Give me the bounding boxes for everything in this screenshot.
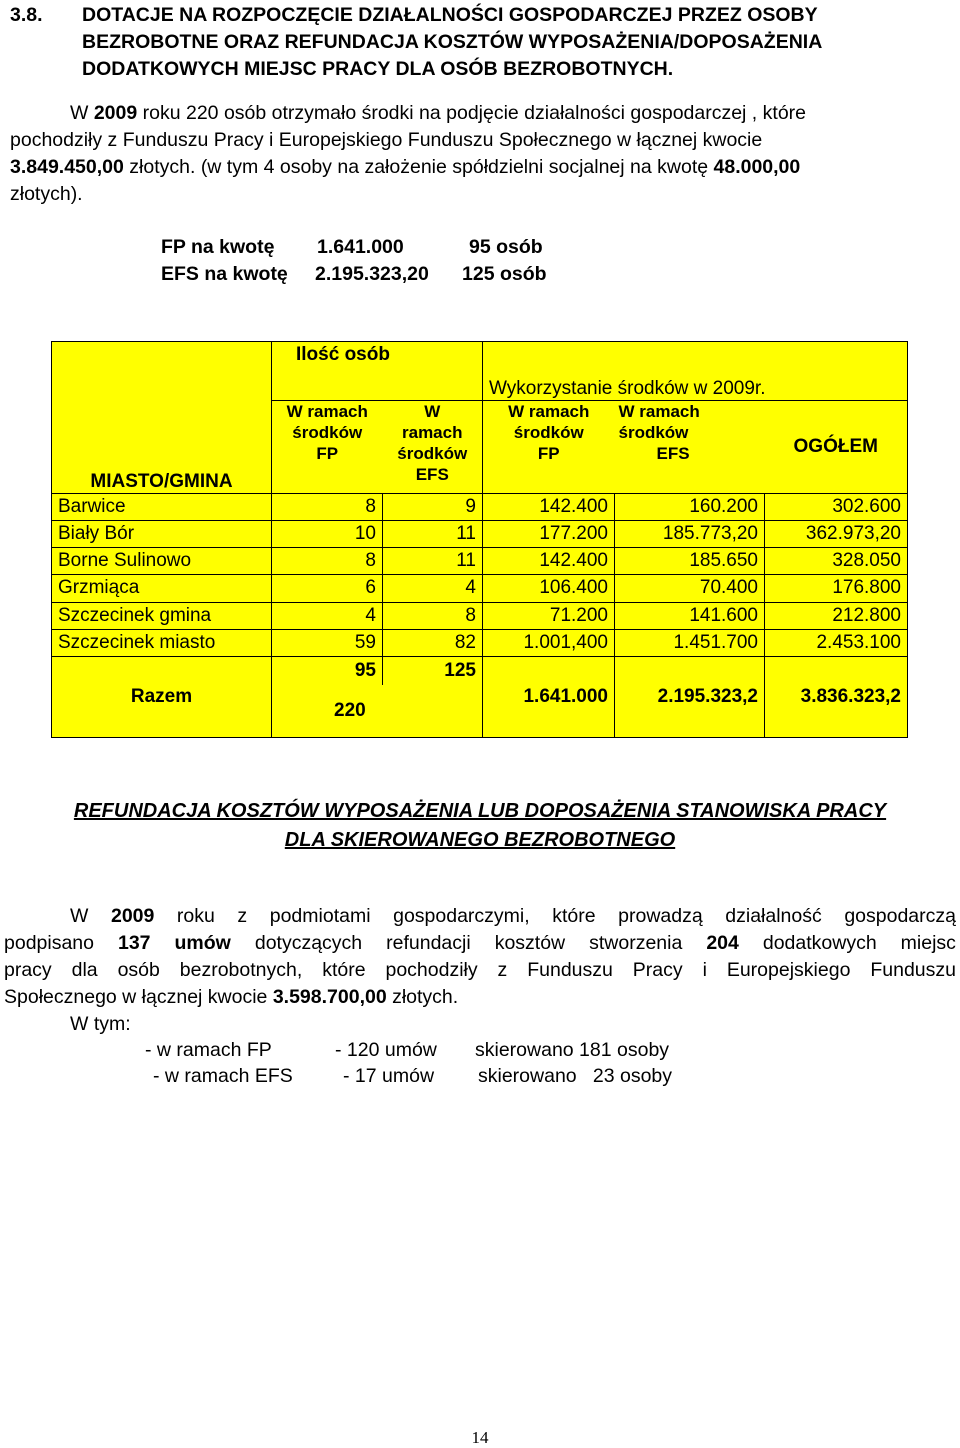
- efs-persons-cell: 4: [383, 575, 483, 602]
- header-text: W ramach: [286, 401, 368, 421]
- word: które: [552, 905, 596, 927]
- refund-amount: 3.598.700,00: [272, 986, 387, 1008]
- fp-persons-cell: 6: [272, 575, 383, 602]
- word: Pracy: [632, 959, 683, 981]
- word: podmiotami: [269, 905, 371, 927]
- fp-amount-cell: 142.400: [483, 493, 615, 520]
- header-text: środków: [513, 422, 584, 442]
- table-row: [52, 520, 908, 547]
- fp-amount-cell: 142.400: [483, 548, 615, 575]
- total-cell: 2.453.100: [765, 629, 908, 656]
- total-cell: 176.800: [765, 575, 908, 602]
- word: miejsc: [900, 932, 956, 954]
- fp-line-b: - 120 umów: [335, 1039, 437, 1061]
- table-row: [52, 575, 908, 602]
- efs-persons-cell: 11: [383, 520, 483, 547]
- word: z: [497, 959, 508, 981]
- fp-persons-cell: 59: [272, 629, 383, 656]
- word: z: [237, 905, 248, 927]
- city-cell: Biały Bór: [52, 520, 272, 547]
- word: gospodarczą: [844, 905, 956, 927]
- sum-efs-persons: 125: [383, 657, 483, 685]
- efs-line-a: - w ramach EFS: [153, 1065, 293, 1087]
- intro-paragraph: [10, 100, 960, 208]
- word: dotyczących: [254, 932, 363, 954]
- header-total: [765, 400, 908, 493]
- word: Funduszu: [527, 959, 613, 981]
- sum-row: [52, 657, 908, 685]
- efs-amount-cell: 185.773,20: [615, 520, 765, 547]
- header-funds: [483, 342, 908, 401]
- efs-persons-cell: 8: [383, 602, 483, 629]
- total-cell: 212.800: [765, 602, 908, 629]
- table-row: [52, 548, 908, 575]
- efs-persons-cell: 11: [383, 548, 483, 575]
- header-fp-funds: [483, 400, 615, 493]
- word: stworzenia: [589, 932, 683, 954]
- word: pracy: [4, 959, 52, 981]
- efs-total-persons: 125 osób: [462, 263, 547, 285]
- fp-line-c: skierowano 181 osoby: [475, 1039, 670, 1061]
- places-count: 204: [706, 932, 739, 954]
- word: kosztów: [494, 932, 566, 954]
- header-city: [52, 342, 272, 494]
- word: osób: [117, 959, 160, 981]
- header-fp-persons: [272, 400, 383, 493]
- year: 2009: [110, 905, 155, 927]
- efs-amount-cell: 185.650: [615, 548, 765, 575]
- word: umów: [174, 932, 231, 954]
- word: podpisano: [4, 932, 94, 954]
- sum-fp-amount: 1.641.000: [483, 657, 615, 738]
- word: W: [70, 905, 89, 927]
- total-cell: 328.050: [765, 548, 908, 575]
- fp-amount-cell: 71.200: [483, 602, 615, 629]
- fp-total-amount: 1.641.000: [317, 236, 404, 258]
- fp-amount-cell: 177.200: [483, 520, 615, 547]
- word: refundacji: [386, 932, 471, 954]
- header-text: środków: [292, 422, 363, 442]
- table-row: [52, 602, 908, 629]
- fp-persons-cell: 10: [272, 520, 383, 547]
- word: bezrobotnych,: [179, 959, 303, 981]
- word: które: [322, 959, 366, 981]
- word: dla: [71, 959, 98, 981]
- efs-total-label: EFS na kwotę: [161, 263, 288, 285]
- fp-line-a: - w ramach FP: [145, 1039, 272, 1061]
- fp-amount-cell: 1.001,400: [483, 629, 615, 656]
- word: prowadzą: [618, 905, 703, 927]
- efs-amount-cell: 70.400: [615, 575, 765, 602]
- refund-title: [0, 797, 960, 855]
- table-row: [52, 629, 908, 656]
- table-row: [52, 493, 908, 520]
- sum-label: Razem: [52, 657, 272, 738]
- text: (w tym 4 osoby na założenie spółdzielni socjalnej na kwotę: [200, 156, 714, 178]
- efs-amount-cell: 1.451.700: [615, 629, 765, 656]
- header-text: W ramach: [508, 401, 590, 421]
- text: Społecznego w łącznej kwocie: [4, 986, 273, 1008]
- funding-table: [51, 341, 908, 738]
- header-text: W ramach: [618, 401, 700, 421]
- page-number: 14: [471, 1428, 489, 1447]
- header-text: EFS: [656, 443, 690, 463]
- city-cell: Borne Sulinowo: [52, 548, 272, 575]
- text: złotych.: [123, 156, 201, 178]
- header-text: ramach: [402, 422, 463, 442]
- sum-fp-persons: 95: [272, 657, 383, 685]
- sum-efs-amount: 2.195.323,2: [615, 657, 765, 738]
- header-text: EFS: [415, 464, 449, 484]
- text: złotych.: [386, 986, 459, 1008]
- fp-persons-cell: 8: [272, 548, 383, 575]
- text: roku 220 osób otrzymało środki na podjęcie działalności gospodarczej , które: [137, 102, 806, 124]
- city-cell: Szczecinek gmina: [52, 602, 272, 629]
- contracts-count: 137: [117, 932, 151, 954]
- efs-amount-cell: 141.600: [615, 602, 765, 629]
- efs-amount-cell: 160.200: [615, 493, 765, 520]
- fp-persons-cell: 8: [272, 493, 383, 520]
- city-cell: Barwice: [52, 493, 272, 520]
- efs-persons-cell: 82: [383, 629, 483, 656]
- word: Europejskiego: [726, 959, 851, 981]
- word: roku: [176, 905, 215, 927]
- fp-total-persons: 95 osób: [469, 236, 543, 258]
- fp-total-label: FP na kwotę: [161, 236, 275, 258]
- word: dodatkowych: [762, 932, 877, 954]
- heading-line-3: DODATKOWYCH MIEJSC PRACY DLA OSÓB BEZROBOTNYCH.: [82, 58, 674, 80]
- total-cell: 362.973,20: [765, 520, 908, 547]
- city-cell: Szczecinek miasto: [52, 629, 272, 656]
- header-text: FP: [537, 443, 560, 463]
- word: Funduszu: [870, 959, 956, 981]
- efs-total-amount: 2.195.323,20: [315, 263, 429, 285]
- header-efs-persons: [383, 400, 483, 493]
- sum-all-persons: 220: [272, 685, 483, 738]
- year: 2009: [93, 102, 138, 124]
- fp-persons-cell: 4: [272, 602, 383, 629]
- word: pochodziły: [385, 959, 478, 981]
- refund-paragraph: [4, 903, 956, 1038]
- title-line-2: DLA SKIEROWANEGO BEZROBOTNEGO: [284, 829, 676, 851]
- section-number: 3.8.: [10, 4, 43, 26]
- total-amount: 3.849.450,00: [10, 156, 124, 178]
- header-text: W: [424, 401, 441, 421]
- text: złotych).: [10, 183, 83, 205]
- coop-amount: 48.000,00: [713, 156, 801, 178]
- header-text: środków: [618, 422, 689, 442]
- total-cell: 302.600: [765, 493, 908, 520]
- header-text: środków: [397, 443, 468, 463]
- header-text: Ilość osób: [296, 344, 390, 365]
- heading-line-1: DOTACJE NA ROZPOCZĘCIE DZIAŁALNOŚCI GOSPODARCZEJ PRZEZ OSOBY: [82, 4, 818, 26]
- sum-total: 3.836.323,2: [765, 657, 908, 738]
- efs-persons-cell: 9: [383, 493, 483, 520]
- city-cell: Grzmiąca: [52, 575, 272, 602]
- text: W tym:: [70, 1013, 131, 1035]
- header-persons: [272, 342, 483, 401]
- text: W: [70, 102, 94, 124]
- header-text: OGÓŁEM: [793, 435, 878, 457]
- text: pochodziły z Funduszu Pracy i Europejskiego Funduszu Społecznego w łącznej kwocie: [10, 129, 763, 151]
- fp-amount-cell: 106.400: [483, 575, 615, 602]
- efs-line-b: - 17 umów: [343, 1065, 435, 1087]
- word: gospodarczymi,: [393, 905, 530, 927]
- word: i: [702, 959, 707, 981]
- header-text: Wykorzystanie środków w 2009r.: [489, 377, 766, 399]
- header-efs-funds: [615, 400, 765, 493]
- title-line-1: REFUNDACJA KOSZTÓW WYPOSAŻENIA LUB DOPOSAŻENIA STANOWISKA PRACY: [73, 800, 887, 822]
- word: działalność: [725, 905, 822, 927]
- efs-line-c: skierowano 23 osoby: [478, 1065, 673, 1087]
- header-text: MIASTO/GMINA: [90, 470, 233, 492]
- heading-line-2: BEZROBOTNE ORAZ REFUNDACJA KOSZTÓW WYPOSAŻENIA/DOPOSAŻENIA: [82, 31, 823, 53]
- header-text: FP: [316, 443, 339, 463]
